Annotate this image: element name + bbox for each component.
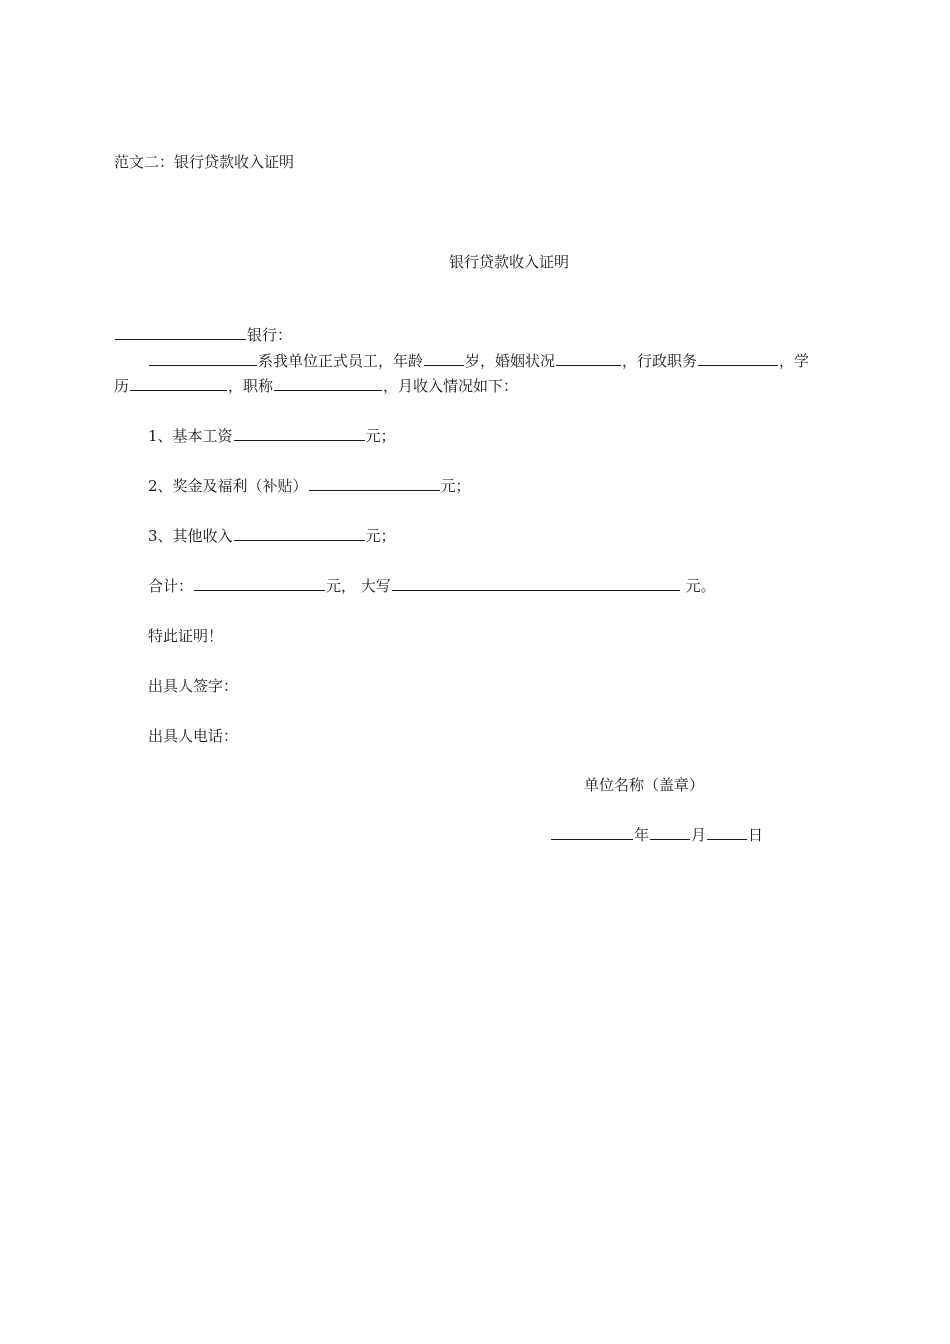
total-mid: 元， 大写 <box>326 577 391 595</box>
total-suffix: 元。 <box>680 577 716 595</box>
day-blank <box>707 825 747 840</box>
income-item-suffix: 元； <box>365 527 396 545</box>
income-amount-blank <box>234 426 365 441</box>
intro-part7: ，月收入情况如下： <box>383 377 519 395</box>
intro-part3: ，行政职务 <box>622 352 698 370</box>
employee-name-blank <box>149 351 257 366</box>
position-blank <box>698 351 778 366</box>
intro-part5: 历 <box>114 377 130 395</box>
year-label: 年 <box>634 826 650 844</box>
income-item-suffix: 元； <box>365 427 396 445</box>
intro-part6: ，职称 <box>228 377 274 395</box>
intro-part2: 岁，婚姻状况 <box>465 352 556 370</box>
income-item-label: 1、基本工资 <box>148 427 233 445</box>
education-blank <box>130 376 227 391</box>
income-item <box>148 426 396 446</box>
total-label: 合计： <box>148 577 194 595</box>
total-words-blank <box>392 576 680 591</box>
total-line <box>148 576 716 596</box>
intro-line-1 <box>148 351 809 371</box>
income-amount-blank <box>234 526 365 541</box>
income-item-suffix: 元； <box>440 477 471 495</box>
income-item <box>148 476 471 496</box>
marital-status-blank <box>556 351 621 366</box>
bank-name-blank <box>115 325 246 340</box>
date-line <box>550 825 763 845</box>
day-label: 日 <box>748 826 764 844</box>
month-blank <box>650 825 690 840</box>
section-heading: 范文二：银行贷款收入证明 <box>114 153 295 171</box>
document-title: 银行贷款收入证明 <box>449 253 570 271</box>
issuer-phone-label: 出具人电话： <box>148 727 239 745</box>
income-item-label: 2、奖金及福利（补贴） <box>148 477 308 495</box>
year-blank <box>551 825 633 840</box>
intro-part1: 系我单位正式员工，年龄 <box>258 352 424 370</box>
certify-text: 特此证明！ <box>148 627 224 645</box>
total-amount-blank <box>194 576 325 591</box>
month-label: 月 <box>691 826 707 844</box>
issuer-signature-label: 出具人签字： <box>148 677 239 695</box>
addressee-line <box>114 325 292 345</box>
age-blank <box>424 351 464 366</box>
unit-name-label: 单位名称（盖章） <box>584 776 705 794</box>
intro-line-2 <box>114 376 518 396</box>
intro-part4: ，学 <box>779 352 810 370</box>
job-title-blank <box>274 376 382 391</box>
addressee-suffix: 银行： <box>247 326 293 344</box>
income-amount-blank <box>309 476 440 491</box>
income-item <box>148 526 396 546</box>
income-item-label: 3、其他收入 <box>148 527 233 545</box>
